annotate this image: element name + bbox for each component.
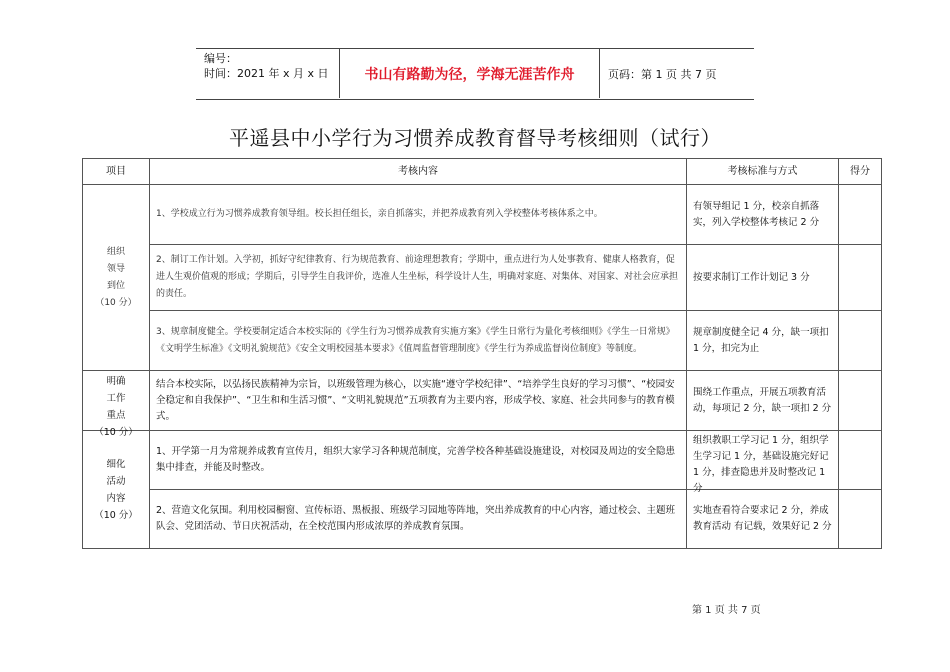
table-row xyxy=(83,490,882,549)
table-row xyxy=(83,245,882,311)
category-line: （10 分） xyxy=(95,297,137,308)
table-row xyxy=(83,311,882,371)
category-line: 明确 xyxy=(106,375,126,387)
category-line: 重点 xyxy=(106,409,126,421)
category-line: 组织 xyxy=(106,246,125,257)
category-cell xyxy=(83,431,150,549)
standard-cell: 按要求制订工作计划记 3 分 xyxy=(687,245,839,311)
category-line: 领导 xyxy=(106,263,125,274)
category-line: 活动 xyxy=(106,475,126,487)
score-cell xyxy=(839,490,882,549)
category-cell xyxy=(83,185,150,371)
content-cell: 1、学校成立行为习惯养成教育领导组。校长担任组长，亲自抓落实，并把养成教育列入学校整体考核体系之中。 xyxy=(150,185,687,245)
category-line: 到位 xyxy=(106,280,125,291)
score-cell xyxy=(839,245,882,311)
standard-cell xyxy=(687,431,839,494)
score-cell xyxy=(839,371,882,431)
score-cell xyxy=(839,185,882,245)
content-cell: 2、营造文化氛围。利用校园橱窗、宣传标语、黑板报、班级学习园地等阵地，突出养成教育的中心内容，通过校会、主题班队会、党团活动、节日庆祝活动，在全校范围内形成浓厚的养成教育氛围。 xyxy=(150,490,687,549)
table-header-row xyxy=(83,159,882,185)
category-line: 工作 xyxy=(106,392,126,404)
standard-cell: 实地查看符合要求记 2 分，养成教育活动 有记载，效果好记 2 分 xyxy=(687,490,839,549)
content-cell: 1、开学第一月为常规养成教育宣传月，组织大家学习各种规范制度，完善学校各种基础设施建设，对校园及周边的安全隐患集中排查，并能及时整改。 xyxy=(150,431,687,490)
date-label: 时间：2021 年 x 月 x 日 xyxy=(204,67,329,80)
header-meta xyxy=(204,51,329,81)
header-motto: 书山有路勤为径，学海无涯苦作舟 xyxy=(339,49,600,98)
content-cell: 3、规章制度健全。学校要制定适合本校实际的《学生行为习惯养成教育实施方案》《学生日常行为量化考核细则》《学生一日常规》《文明学生标准》《文明礼貌规范》《安全文明校园基本要求》《值周监督管理制度》《学生行为养成监督岗位制度》等制度。 xyxy=(150,311,687,371)
header-item: 项目 xyxy=(83,159,150,185)
table-row xyxy=(83,371,882,431)
table-row xyxy=(83,431,882,490)
category-cell xyxy=(83,371,150,438)
category-line: 内容 xyxy=(106,492,126,504)
assessment-table xyxy=(82,158,882,549)
header-standard: 考核标准与方式 xyxy=(687,159,839,185)
page-footer: 第 1 页 共 7 页 xyxy=(692,605,761,616)
score-cell xyxy=(839,431,882,490)
category-line: （10 分） xyxy=(94,509,138,521)
content-cell: 结合本校实际，以弘扬民族精神为宗旨，以班级管理为核心，以实施“遵守学校纪律”、“培养学生良好的学习习惯”、“校园安全稳定和自我保护”、“卫生和和生活习惯”、“文明礼貌规范”五项教育为主要内容，形成学校、家庭、社会共同参与的教育模式。 xyxy=(150,371,687,431)
score-cell xyxy=(839,311,882,371)
category-line: 细化 xyxy=(106,458,126,470)
category-line: （10 分） xyxy=(94,426,138,438)
number-label: 编号： xyxy=(204,52,237,65)
standard-cell: 有领导组记 1 分，校亲自抓落实，列入学校整体考核记 2 分 xyxy=(687,185,839,245)
document-header xyxy=(196,48,754,100)
content-cell: 2、制订工作计划。入学初，抓好守纪律教育、行为规范教育、前途理想教育；学期中，重点进行为人处事教育、健康人格教育，促进人生观价值观的形成；学期后，引导学生自我评价，选准人生坐标，科学设计人生，明确对家庭、对集体、对国家、对社会应承担的责任。 xyxy=(150,245,687,311)
document-title: 平遥县中小学行为习惯养成教育督导考核细则（试行） xyxy=(229,126,721,150)
standard-text: 组织教职工学习记 1 分，组织学生学习记 1 分，基础设施完好记 1 分，排查隐患并及时整改记 1 分 xyxy=(693,435,829,494)
header-score: 得分 xyxy=(839,159,882,185)
standard-cell: 围绕工作重点，开展五项教育活动，每项记 2 分，缺一项扣 2 分 xyxy=(687,371,839,431)
header-content: 考核内容 xyxy=(150,159,687,185)
header-page-number: 页码：第 1 页 共 7 页 xyxy=(608,68,717,81)
table-row xyxy=(83,185,882,245)
standard-cell: 规章制度健全记 4 分，缺一项扣 1 分，扣完为止 xyxy=(687,311,839,371)
